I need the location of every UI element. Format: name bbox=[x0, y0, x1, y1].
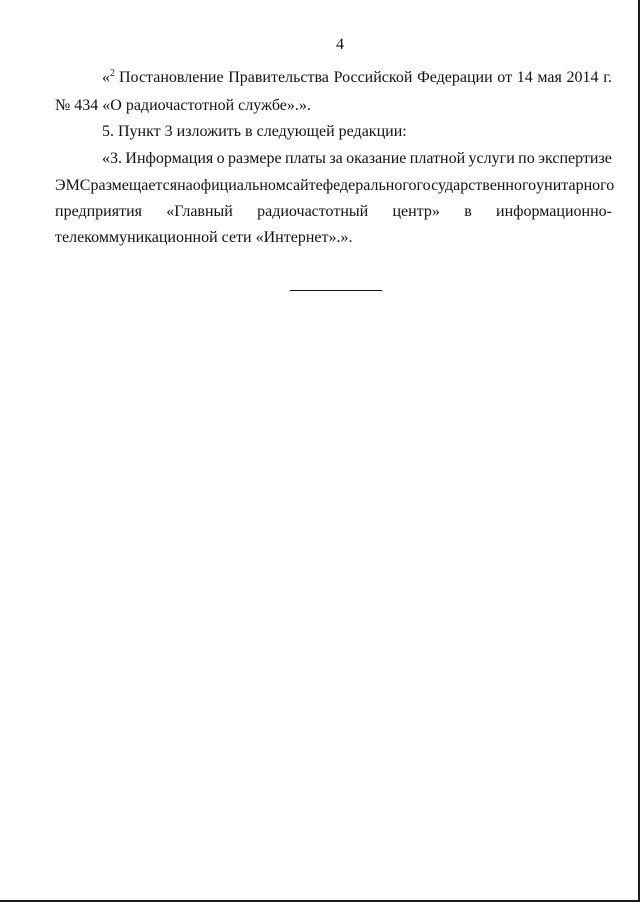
clause-3-line-4: телекоммуникационной сети «Интернет».». bbox=[55, 229, 353, 246]
footnote-lead: «$^2$ Постановление bbox=[102, 68, 224, 86]
clause-3-line-1 bbox=[102, 149, 612, 169]
word: платной bbox=[409, 150, 466, 167]
word: Федерации bbox=[417, 69, 493, 86]
word: унитарного bbox=[536, 177, 615, 194]
word: информационно- bbox=[496, 203, 612, 220]
word: платы bbox=[284, 150, 326, 167]
word: Правительства bbox=[228, 69, 329, 86]
clause-3-line-3 bbox=[55, 202, 612, 222]
clause-3-line-2 bbox=[55, 176, 615, 196]
word: мая bbox=[537, 69, 562, 86]
word: радиочастотный bbox=[257, 203, 369, 220]
word: экспертизе bbox=[538, 150, 612, 167]
page-number: 4 bbox=[336, 36, 344, 53]
footnote-line-2: № 434 «О радиочастотной службе».». bbox=[55, 97, 311, 114]
end-of-document-rule bbox=[290, 290, 382, 291]
word: размере bbox=[228, 150, 282, 167]
word: предприятия bbox=[55, 203, 142, 220]
word: государственного bbox=[416, 177, 537, 194]
word: ЭМС bbox=[55, 177, 91, 194]
word: от bbox=[497, 69, 513, 86]
word: Российской bbox=[333, 69, 413, 86]
word: услуги bbox=[468, 150, 515, 167]
word: сайте bbox=[285, 177, 323, 194]
word: «Главный bbox=[166, 203, 233, 220]
word: 2014 bbox=[566, 69, 599, 86]
item-5-text: 5. Пункт 3 изложить в следующей редакции: bbox=[102, 123, 407, 140]
word: размещается bbox=[90, 177, 178, 194]
word: в bbox=[464, 203, 472, 220]
word: на bbox=[177, 177, 193, 194]
word: за bbox=[329, 150, 343, 167]
word: «3. bbox=[102, 150, 122, 167]
word: оказание bbox=[346, 150, 407, 167]
word: о bbox=[216, 150, 225, 167]
word: 14 bbox=[516, 69, 533, 86]
word: центр» bbox=[392, 203, 440, 220]
word: официальном bbox=[192, 177, 286, 194]
word: Информация bbox=[125, 150, 214, 167]
word: г. bbox=[603, 69, 612, 86]
footnote-line-1 bbox=[102, 68, 612, 88]
word: федерального bbox=[322, 177, 417, 194]
footnote-ref-mark: 2 bbox=[110, 68, 115, 79]
word: по bbox=[518, 150, 535, 167]
